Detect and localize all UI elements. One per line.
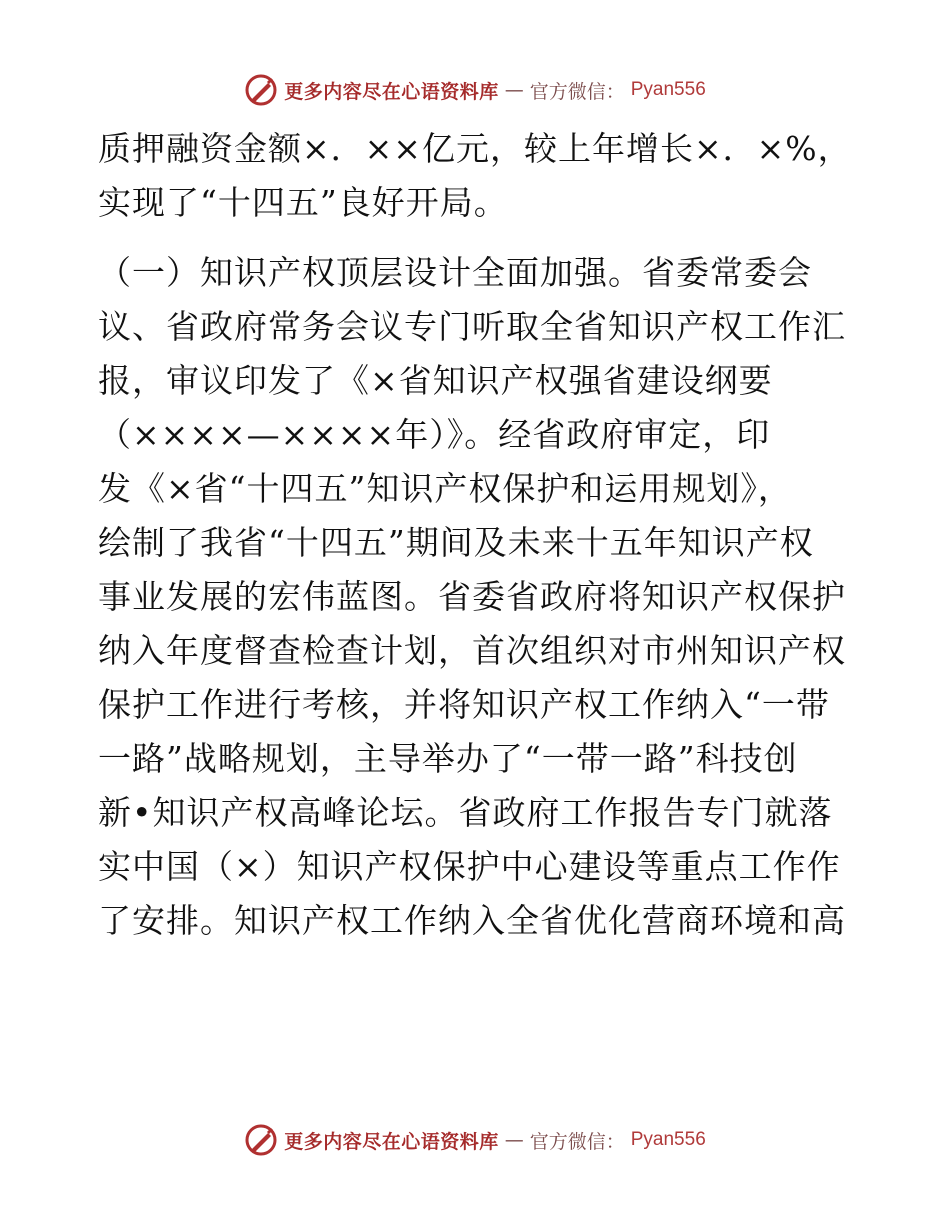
banner-wechat-label: 官方微信： [529,80,625,103]
text-line: 一路”战略规划，主导举办了“一带一路”科技创 [98,739,798,778]
footer-banner [0,1120,950,1160]
text-line: 纳入年度督查检查计划，首次组织对市州知识产权 [98,631,846,670]
text-line: （一）知识产权顶层设计全面加强。省委常委会 [98,253,812,292]
banner-text: 更多内容尽在心语资料库 [284,1130,499,1153]
banner-wechat-id: Pyan556 [630,79,706,100]
banner-separator: — [504,79,524,101]
text-line: 质押融资金额×．××亿元，较上年增长×．×%， [98,129,852,168]
paragraph [98,246,858,948]
banner-separator: — [504,1129,524,1151]
banner-wechat-id: Pyan556 [630,1129,706,1150]
text-line: （××××—××××年）》。经省政府审定，印 [98,415,771,454]
pen-logo-icon [244,73,278,107]
text-line: 发《×省“十四五”知识产权保护和运用规划》， [98,469,792,508]
text-line: 实中国（×）知识产权保护中心建设等重点工作作 [98,847,841,886]
text-line: 新•知识产权高峰论坛。省政府工作报告专门就落 [98,793,833,832]
text-line: 了安排。知识产权工作纳入全省优化营商环境和高 [98,901,846,940]
pen-logo-icon [244,1123,278,1157]
paragraph [98,122,858,230]
document-body [98,122,858,948]
text-line: 报，审议印发了《×省知识产权强省建设纲要 [98,361,773,400]
header-banner [0,70,950,110]
text-line: 议、省政府常务会议专门听取全省知识产权工作汇 [98,307,846,346]
banner-wechat-label: 官方微信： [529,1130,625,1153]
text-line: 绘制了我省“十四五”期间及未来十五年知识产权 [98,523,814,562]
text-line: 事业发展的宏伟蓝图。省委省政府将知识产权保护 [98,577,846,616]
text-line: 保护工作进行考核，并将知识产权工作纳入“一带 [98,685,830,724]
banner-text: 更多内容尽在心语资料库 [284,80,499,103]
text-line: 实现了“十四五”良好开局。 [98,183,508,222]
